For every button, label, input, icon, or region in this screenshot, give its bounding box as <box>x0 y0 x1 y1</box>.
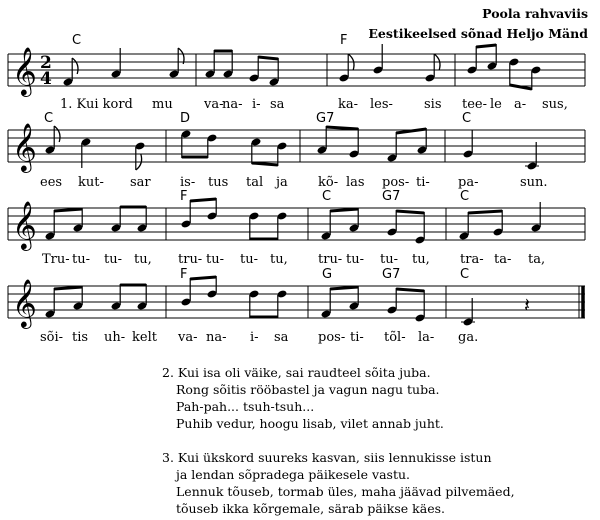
lyric-syllable: a- <box>514 97 527 112</box>
chord-symbol: C <box>460 189 470 204</box>
lyric-syllable: tee- <box>462 97 488 112</box>
lyric-syllable: le <box>490 97 502 112</box>
lyric-syllable: ta, <box>528 252 546 267</box>
lyric-syllable: pos- <box>382 175 410 190</box>
treble-clef-icon: 𝄞 <box>12 122 37 171</box>
lyric-syllable: 1. Kui kord <box>60 97 133 112</box>
lyric-syllable: las <box>346 175 365 190</box>
lyric-syllable: tu- <box>72 252 90 267</box>
verse-line: 3. Kui ükskord suureks kasvan, siis lennukisse istun <box>162 450 492 465</box>
time-signature-top: 2 <box>40 53 52 73</box>
lyric-syllable: pa- <box>458 175 479 190</box>
lyric-syllable: ti- <box>416 175 430 190</box>
lyric-syllable: kõ- <box>318 175 339 190</box>
treble-clef-icon: 𝄞 <box>12 278 37 327</box>
lyric-syllable: tis <box>72 330 89 345</box>
staff-system-4 <box>8 267 585 345</box>
verse-3 <box>162 449 515 517</box>
lyric-syllable: sa <box>274 330 289 345</box>
notes-system-2 <box>45 126 539 171</box>
chord-symbol: F <box>180 189 188 204</box>
chord-symbol: C <box>460 267 470 282</box>
lyric-syllable: la- <box>418 330 435 345</box>
lyric-syllable: ta- <box>494 252 512 267</box>
lyric-syllable: tu, <box>412 252 430 267</box>
lyric-syllable: va- <box>204 97 224 112</box>
lyric-syllable: sis <box>424 97 442 112</box>
chord-symbol: C <box>462 111 472 126</box>
lyric-syllable: tõl- <box>384 330 406 345</box>
melody-origin: Poola rahvaviis <box>482 6 588 21</box>
notes-system-1 <box>63 44 542 90</box>
lyric-syllable: tu- <box>380 252 398 267</box>
lyric-syllable: tal <box>246 175 264 190</box>
quarter-rest-icon: 𝄽 <box>524 293 531 317</box>
lyric-syllable: tru- <box>318 252 343 267</box>
lyric-syllable: pos- <box>318 330 346 345</box>
additional-verses <box>162 364 515 517</box>
lyric-syllable: va- <box>178 330 198 345</box>
lyricist-credit: Eestikeelsed sõnad Heljo Mänd <box>368 26 588 41</box>
notes-system-3 <box>45 198 542 245</box>
chord-symbol: C <box>72 33 82 48</box>
lyric-syllable: i- <box>250 330 259 345</box>
chord-symbol: G7 <box>316 111 335 126</box>
staff-system-1 <box>8 33 585 112</box>
lyric-syllable: kelt <box>132 330 157 345</box>
lyric-syllable: mu <box>152 97 173 112</box>
lyric-syllable: na- <box>206 330 227 345</box>
lyric-syllable: kut- <box>78 175 104 190</box>
lyric-syllable: na- <box>222 97 243 112</box>
chord-symbol: G <box>322 267 333 282</box>
verse-2 <box>162 364 515 432</box>
lyric-syllable: sus, <box>542 97 568 112</box>
lyric-syllable: Tru- <box>42 252 70 267</box>
lyric-syllable: tu- <box>346 252 364 267</box>
chord-symbol: C <box>322 189 332 204</box>
lyric-syllable: tu- <box>104 252 122 267</box>
lyric-syllable: ja <box>276 175 288 190</box>
lyric-syllable: is- <box>180 175 196 190</box>
chord-symbol: F <box>340 33 348 48</box>
time-signature-bottom: 4 <box>40 69 52 89</box>
chord-symbol: D <box>180 111 191 126</box>
lyric-syllable: tra- <box>460 252 484 267</box>
lyric-syllable: sa <box>270 97 285 112</box>
lyric-syllable: tus <box>208 175 229 190</box>
lyric-syllable: sar <box>130 175 151 190</box>
verse-line: tõuseb ikka kõrgemale, särab päikse käes. <box>176 501 445 516</box>
verse-line: Puhib vedur, hoogu lisab, vilet annab juht. <box>176 416 444 431</box>
lyric-syllable: ka- <box>338 97 359 112</box>
lyric-syllable: sõi- <box>40 330 64 345</box>
chord-symbol: G7 <box>382 267 401 282</box>
lyric-syllable: les- <box>370 97 393 112</box>
staff-system-2 <box>8 111 585 190</box>
chord-symbol: G7 <box>382 189 401 204</box>
lyric-syllable: tu- <box>240 252 258 267</box>
verse-line: ja lendan sõpradega päikesele vastu. <box>176 467 411 482</box>
chord-symbol: C <box>44 111 54 126</box>
verse-line: 2. Kui isa oli väike, sai raudteel sõita juba. <box>162 365 431 380</box>
lyric-syllable: sun. <box>520 175 548 190</box>
chord-symbol: F <box>180 267 188 282</box>
lyric-syllable: tu, <box>270 252 288 267</box>
lyric-syllable: i- <box>252 97 261 112</box>
treble-clef-icon: 𝄞 <box>12 46 37 95</box>
verse-line: Pah-pah... tsuh-tsuh... <box>176 399 315 414</box>
lyric-syllable: ga. <box>458 330 479 345</box>
lyric-syllable: tu, <box>134 252 152 267</box>
notes-system-4 <box>45 276 531 327</box>
staff-system-3 <box>8 189 585 267</box>
verse-line: Lennuk tõuseb, tormab üles, maha jäävad pilvemäed, <box>176 484 515 499</box>
lyric-syllable: ti- <box>350 330 364 345</box>
treble-clef-icon: 𝄞 <box>12 200 37 249</box>
lyric-syllable: ees <box>40 175 63 190</box>
verse-line: Rong sõitis rööbastel ja vagun nagu tuba. <box>176 382 440 397</box>
lyric-syllable: tu- <box>206 252 224 267</box>
lyric-syllable: uh- <box>104 330 126 345</box>
lyric-syllable: tru- <box>178 252 203 267</box>
